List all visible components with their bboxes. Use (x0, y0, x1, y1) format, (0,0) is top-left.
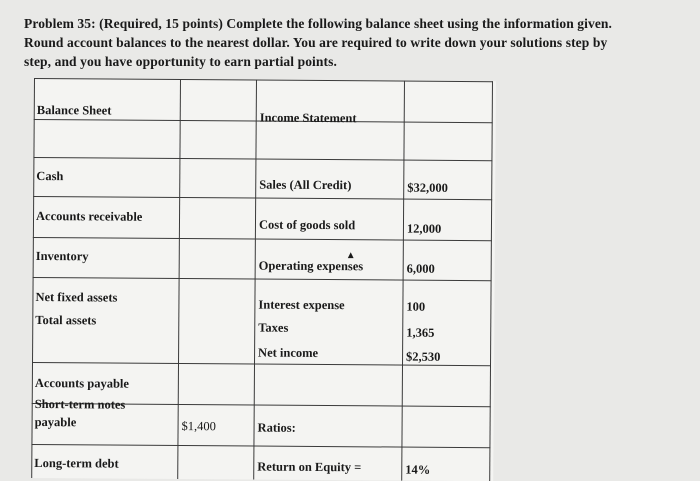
net-fixed-assets-label: Net fixed assets (35, 290, 118, 305)
cursor-arrow-icon: ▲ (345, 250, 356, 262)
table-border-top (34, 78, 493, 82)
short-term-notes-label-cont: payable (34, 415, 77, 430)
interest-value: 100 (406, 299, 426, 314)
short-term-notes-label: Short-term notes (34, 397, 126, 412)
ratios-header: Ratios: (257, 420, 296, 435)
inventory-label: Inventory (35, 249, 89, 264)
interest-label: Interest expense (258, 297, 345, 313)
net-income-label: Net income (258, 345, 319, 360)
short-term-notes-value: $1,400 (181, 419, 216, 434)
income-statement-header: Income Statement (259, 110, 357, 126)
cogs-value: 12,000 (406, 221, 442, 236)
opex-label: Operating expenses (258, 258, 364, 274)
total-assets-label: Total assets (35, 313, 97, 328)
balance-sheet-table (31, 78, 496, 481)
row-divider (31, 444, 490, 448)
long-term-debt-label: Long-term debt (34, 456, 119, 471)
accounts-payable-label: Accounts payable (34, 376, 130, 391)
sales-label: Sales (All Credit) (259, 177, 352, 193)
problem-statement (24, 14, 664, 71)
cash-label: Cash (36, 169, 64, 184)
opex-value: 6,000 (406, 261, 435, 276)
cogs-label: Cost of goods sold (258, 217, 356, 233)
sales-value: $32,000 (407, 180, 448, 195)
problem-line-2: Round account balances to the nearest dollar. You are required to write down your solutions step by (24, 35, 608, 50)
roe-value: 14% (405, 462, 431, 477)
problem-line-1: Problem 35: (Required, 15 points) Complete the following balance sheet using the information given. (24, 16, 613, 31)
roe-label: Return on Equity = (257, 459, 362, 475)
net-income-value: $2,530 (406, 349, 441, 364)
problem-line-3: step, and you have opportunity to earn partial points. (24, 54, 337, 69)
accounts-receivable-label: Accounts receivable (35, 209, 143, 224)
taxes-value: 1,365 (406, 325, 435, 340)
balance-sheet-header: Balance Sheet (36, 103, 112, 118)
row-divider (33, 157, 492, 161)
taxes-label: Taxes (258, 320, 289, 335)
